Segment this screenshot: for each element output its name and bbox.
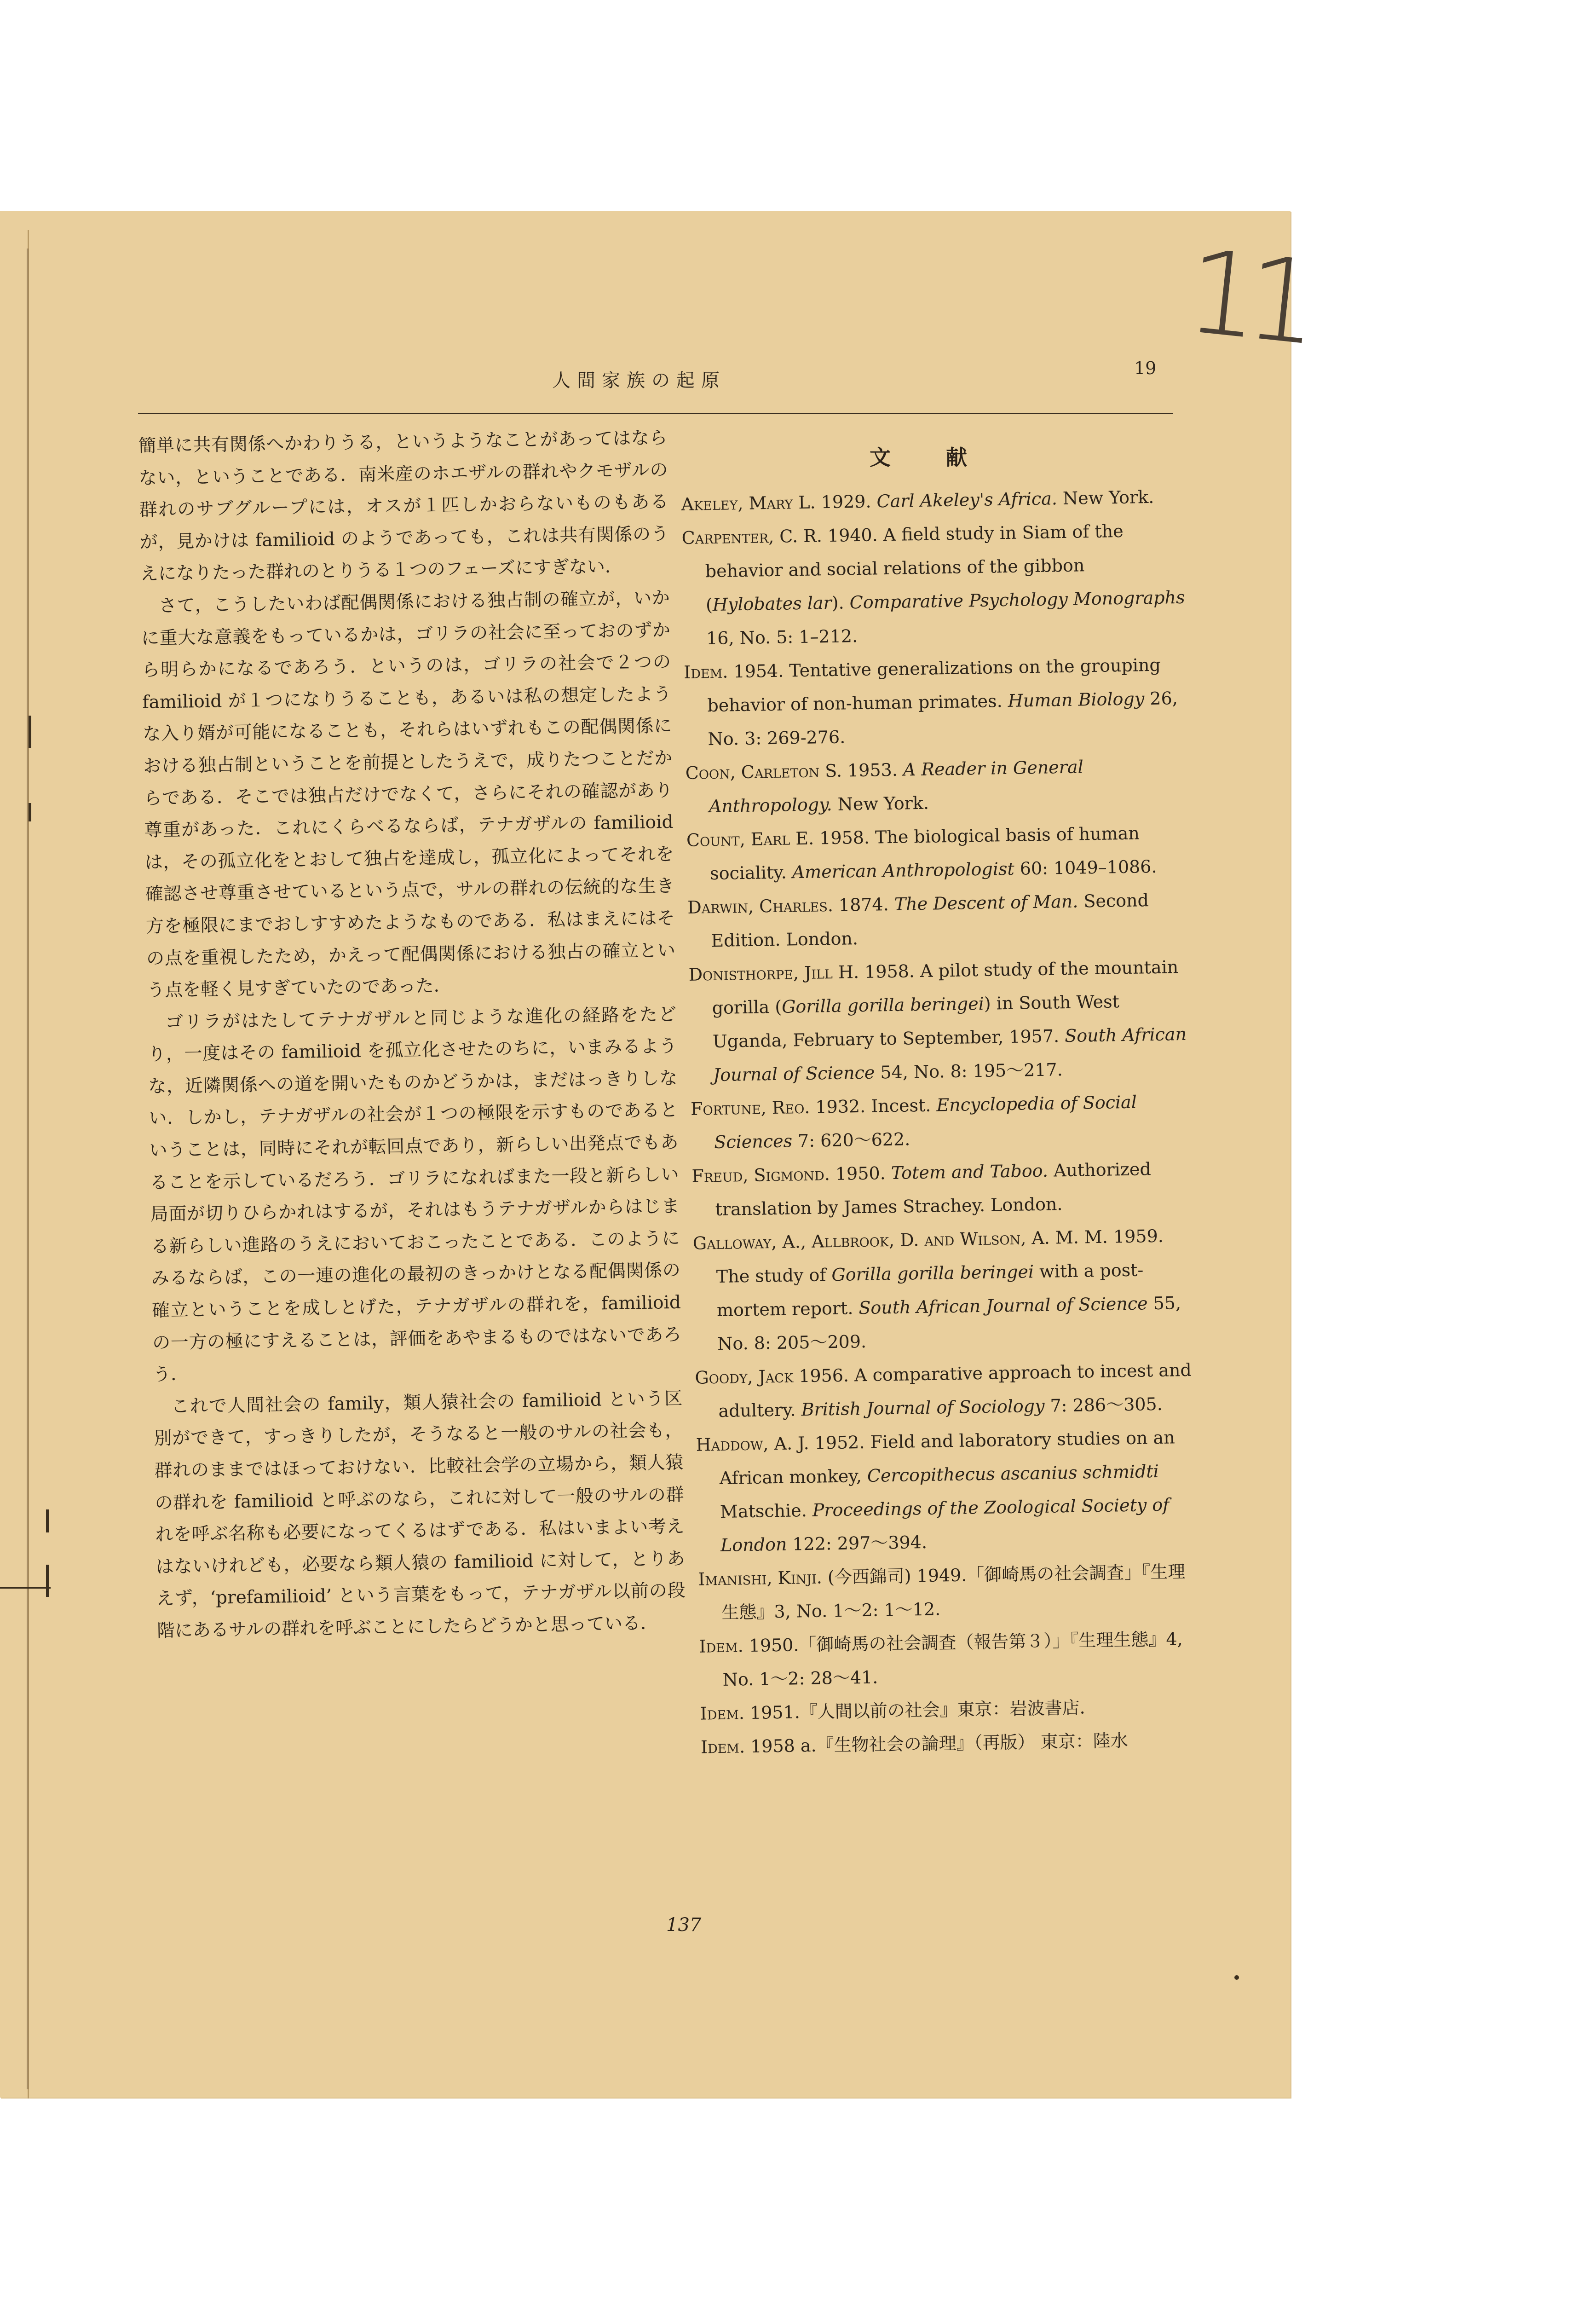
reference-text: 1929. [815, 491, 877, 513]
reference-text: 1932. Incest. [809, 1095, 937, 1117]
reference-title: Proceedings of the Zoological Society of London [720, 1494, 1170, 1555]
reference-author: Idem. [700, 1736, 745, 1758]
reference-author: Coon, Carleton S. [685, 760, 842, 783]
reference-text: 1956. A comparative approach to incest and adultery. [718, 1359, 1192, 1421]
binding-mark [46, 1565, 49, 1597]
reference-author: Akeley, Mary L. [681, 492, 816, 515]
reference-text: ) in South West Uganda, February to September, 1957. [712, 991, 1120, 1052]
reference-title: Gorilla gorilla beringei [781, 993, 985, 1017]
reference-text: 1951.『人間以前の社会』東京：岩波書店． [744, 1697, 1098, 1723]
reference-text: 1952. Field and laboratory studies on an African monkey, [719, 1427, 1175, 1488]
body-paragraph: これで人間社会の family，類人猿社会の familioid という区別ができて，すっきりしたが，そうなると一般のサルの社会も，群れのままではほっておけない．比較社会学の立場から，類人猿の群れを familioid と呼ぶのなら，これに対して一般のサルの群れを呼ぶ名称も必要になってくるはずである．私はいまよい考えはないけれども，必要なら類人猿の familioid に対して，とりあえず，‘prefamilioid’ という言葉をもって，テナガザル以前の段階にあるサルの群れを呼ぶことにしたらどうかと思っている． [154, 1388, 686, 1642]
reference-text: 16, No. 5: 1–212. [706, 626, 858, 649]
reference-list [681, 480, 1204, 1764]
reference-entry [687, 883, 1192, 958]
reference-text: 1958. The biological basis of human sociality. [709, 823, 1140, 884]
reference-title: The Descent of Man. [894, 891, 1078, 914]
reference-author: Carpenter, C. R. [681, 526, 823, 548]
reference-text: New York. [1057, 486, 1154, 509]
reference-text: with a post-mortem report. [716, 1260, 1144, 1320]
reference-text: 26, No. 3: 269-276. [708, 688, 1178, 750]
footer-page-number: 137 [666, 1914, 702, 1936]
reference-author: Goody, Jack [695, 1366, 794, 1388]
reference-text: 1958. A pilot study of the mountain gorilla ( [712, 957, 1179, 1018]
handwritten-page-number: 11 [1180, 224, 1313, 370]
reference-author: Donisthorpe, Jill H. [688, 962, 859, 985]
reference-title: Encyclopedia of Social Sciences [714, 1092, 1137, 1153]
reference-text: 60: 1049–1086. [1014, 856, 1157, 879]
reference-text: 1953. [841, 759, 904, 781]
reference-title: Gorilla gorilla beringei [831, 1261, 1034, 1285]
reference-text: M. 1959. The study of [716, 1226, 1164, 1287]
reference-entry [692, 1219, 1198, 1361]
reference-entry [696, 1421, 1201, 1563]
header-page-number: 19 [1134, 358, 1157, 378]
reference-title: A Reader in General Anthropology. [709, 757, 1084, 817]
reference-text: 7: 620〜622. [792, 1129, 910, 1151]
reference-entry [685, 749, 1190, 824]
reference-author: Fortune, Reo. [690, 1097, 810, 1119]
reference-author: Haddow, A. J. [696, 1433, 809, 1455]
previous-page-edge [0, 230, 29, 2099]
reference-title: South African Journal of Science [858, 1293, 1148, 1318]
binding-line [27, 249, 29, 2089]
header-rule [138, 413, 1173, 414]
binding-mark [29, 716, 31, 748]
reference-author: Idem. [699, 1636, 743, 1657]
reference-text: (今西錦司) 1949.「御崎馬の社会調査」『生理生態』3, No. 1〜2: 1〜12. [721, 1561, 1186, 1623]
reference-text: 1940. A field study in Siam of the behavior and social relations of the gibbon ( [705, 520, 1124, 615]
reference-author: Darwin, Charles. [687, 895, 834, 918]
reference-entry [691, 1085, 1195, 1160]
reference-entry [681, 514, 1187, 656]
reference-text: New York. [832, 792, 929, 815]
binding-mark [29, 803, 31, 821]
reference-entry [691, 1152, 1196, 1227]
reference-entry [688, 950, 1194, 1093]
body-text-column [138, 422, 686, 1647]
reference-text: Second Edition. London. [711, 890, 1149, 951]
reference-title: Cercopithecus ascanius schmidti [867, 1461, 1159, 1486]
body-paragraph: 簡単に共有関係へかわりうる，というようなことがあってはならない，ということである．南米産のホエザルの群れやクモザルの群れのサブグループには，オスが１匹しかおらないものもあるが，見かけは familioid のようであっても，これは共有関係のうえになりたった群れのとりうる１つのフェーズにすぎない． [138, 427, 669, 585]
references-heading: 文献 [870, 445, 1022, 470]
reference-title: Human Biology [1008, 688, 1145, 711]
reference-text: Matschie. [720, 1500, 813, 1522]
reference-title: South African Journal of Science [713, 1023, 1187, 1086]
ink-dot [1234, 1975, 1239, 1980]
reference-title: Hylobates lar [712, 592, 832, 615]
reference-text: ). [831, 592, 850, 613]
reference-text: 7: 286〜305. [1044, 1393, 1163, 1416]
reference-author: Idem. [700, 1703, 745, 1724]
reference-text: 1958 a.『生物社会の論理』（再版） 東京：陸水 [744, 1730, 1129, 1757]
reference-text: 55, No. 8: 205〜209. [717, 1293, 1181, 1354]
reference-text: 54, No. 8: 195〜217. [875, 1059, 1063, 1083]
body-paragraph: さて，こうしたいわば配偶関係における独占制の確立が，いかに重大な意義をもっているかは，ゴリラの社会に至っておのずから明らかになるであろう．というのは，ゴリラの社会で２つの familioid が１つになりうることも，あるいは私の想定したような入り婿が可能になることも，それらはいずれもこの配偶関係における独占制ということを前提としたうえで，成りたつことだからである．そこでは独占だけでなくて，さらにそれの確認があり尊重があった．これにくらべるならば，テナガザルの familioid は，その孤立化をとおして独占を達成し，孤立化によってそれを確認させ尊重させているという点で，サルの群れの伝統的な生き方を極限にまでおしすすめたようなものである．私はまえにはその点を重視したため，かえって配偶関係における独占の確立という点を軽く見すぎていたのであった． [141, 587, 676, 1001]
reference-author: Imanishi, Kinji. [697, 1567, 823, 1590]
reference-text: 1954. Tentative generalizations on the grouping behavior of non-human primates. [707, 654, 1161, 716]
reference-author: Count, Earl E. [686, 828, 814, 850]
binding-mark [0, 1587, 51, 1589]
reference-entry [698, 1555, 1203, 1630]
reference-text: 1950.「御崎馬の社会調査（報告第３）」『生理生態』4, No. 1〜2: 28〜41. [722, 1629, 1183, 1690]
reference-text: Authorized translation by James Strachey. London. [715, 1159, 1152, 1220]
reference-title: Carl Akeley's Africa. [876, 488, 1058, 512]
running-header-title: 人間家族の起原 [552, 370, 726, 391]
reference-author: Galloway, A., Allbrook, D. and Wilson, A. M. [692, 1227, 1079, 1254]
reference-entry [695, 1353, 1199, 1428]
reference-title: Comparative Psychology Monographs [849, 587, 1185, 613]
reference-title: Totem and Taboo. [891, 1160, 1049, 1184]
reference-title: British Journal of Sociology [801, 1395, 1045, 1420]
reference-title: American Anthropologist [792, 858, 1015, 883]
binding-mark [46, 1509, 49, 1532]
reference-entry [684, 648, 1189, 757]
reference-entry [699, 1622, 1204, 1697]
reference-text: 1874. [833, 894, 895, 915]
reference-author: Freud, Sigmond. [691, 1164, 830, 1186]
reference-text: 1950. [830, 1163, 892, 1185]
reference-author: Idem. [683, 661, 728, 682]
body-paragraph: ゴリラがはたしてテナガザルと同じような進化の経路をたどり，一度はその familioid を孤立化させたのちに，いまみるような，近隣関係への道を開いたものかどうかは，まだはっきりしない．しかし，テナガザルの社会が１つの極限を示すものであるということは，同時にそれが転回点であり，新らしい出発点でもあることを示しているだろう．ゴリラになればまた一段と新らしい局面が切りひらかれはするが，それはもうテナガザルからはじまる新らしい進路のうえにおいておこったことである．このようにみるならば，この一連の進化の最初のきっかけとなる配偶関係の確立ということを成しとげた，テナガザルの群れを，familioid の一方の極にすえることは，評価をあやまるものではないであろう． [147, 1004, 682, 1385]
reference-entry [686, 816, 1191, 891]
reference-text: 122: 297〜394. [787, 1532, 928, 1555]
